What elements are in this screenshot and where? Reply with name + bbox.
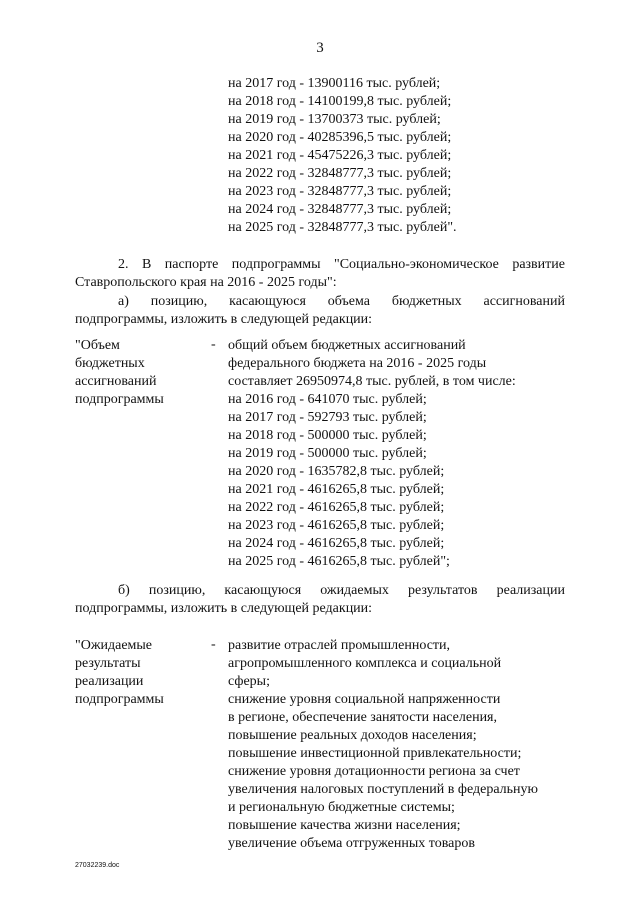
separator-dash: - xyxy=(211,637,216,652)
list-item: на 2023 год - 32848777,3 тыс. рублей; xyxy=(228,184,452,199)
value-line: на 2021 год - 4616265,8 тыс. рублей; xyxy=(228,482,445,497)
value-line: повышение инвестиционной привлекательности; xyxy=(228,746,522,761)
value-line: увеличение объема отгруженных товаров xyxy=(228,836,475,851)
value-line: на 2018 год - 500000 тыс. рублей; xyxy=(228,428,427,443)
list-item: на 2021 год - 45475226,3 тыс. рублей; xyxy=(228,148,452,163)
value-line: развитие отраслей промышленности, xyxy=(228,638,451,653)
list-item: на 2017 год - 13900116 тыс. рублей; xyxy=(228,76,441,91)
value-line: составляет 26950974,8 тыс. рублей, в том числе: xyxy=(228,374,516,389)
label-line: ассигнований xyxy=(75,374,157,389)
value-line: на 2019 год - 500000 тыс. рублей; xyxy=(228,446,427,461)
file-name-footer: 27032239.doc xyxy=(75,862,120,869)
list-item: на 2024 год - 32848777,3 тыс. рублей; xyxy=(228,202,452,217)
label-line: "Ожидаемые xyxy=(75,638,153,653)
page-number: 3 xyxy=(316,40,324,56)
item-a-line-2: подпрограммы, изложить в следующей редакции: xyxy=(75,312,373,327)
value-line: общий объем бюджетных ассигнований xyxy=(228,338,466,353)
value-line: в регионе, обеспечение занятости населения, xyxy=(228,710,498,725)
list-item: на 2022 год - 32848777,3 тыс. рублей; xyxy=(228,166,452,181)
value-line: повышение качества жизни населения; xyxy=(228,818,461,833)
item-b-line-2: подпрограммы, изложить в следующей редакции: xyxy=(75,601,373,616)
value-line: федерального бюджета на 2016 - 2025 годы xyxy=(228,356,487,371)
list-item: на 2020 год - 40285396,5 тыс. рублей; xyxy=(228,130,452,145)
value-line: на 2024 год - 4616265,8 тыс. рублей; xyxy=(228,536,445,551)
list-item: на 2019 год - 13700373 тыс. рублей; xyxy=(228,112,441,127)
value-line: и региональную бюджетные системы; xyxy=(228,800,455,815)
value-line: повышение реальных доходов населения; xyxy=(228,728,477,743)
label-line: результаты xyxy=(75,656,141,671)
item-a-line-1: а) позицию, касающуюся объема бюджетных ассигнований xyxy=(118,294,565,309)
separator-dash: - xyxy=(211,337,216,352)
value-line: на 2022 год - 4616265,8 тыс. рублей; xyxy=(228,500,445,515)
label-line: бюджетных xyxy=(75,356,145,371)
paragraph-2-line-2: Ставропольского края на 2016 - 2025 годы": xyxy=(75,275,337,290)
item-b-line-1: б) позицию, касающуюся ожидаемых результатов реализации xyxy=(118,583,565,598)
list-item: на 2018 год - 14100199,8 тыс. рублей; xyxy=(228,94,452,109)
value-line: сферы; xyxy=(228,674,270,689)
value-line: на 2023 год - 4616265,8 тыс. рублей; xyxy=(228,518,445,533)
value-line: снижение уровня социальной напряженности xyxy=(228,692,501,707)
value-line: на 2025 год - 4616265,8 тыс. рублей"; xyxy=(228,554,450,569)
value-line: агропромышленного комплекса и социальной xyxy=(228,656,502,671)
paragraph-2-line-1: 2. В паспорте подпрограммы "Социально-экономическое развитие xyxy=(118,257,565,272)
value-line: увеличения налоговых поступлений в федеральную xyxy=(228,782,538,797)
value-line: на 2017 год - 592793 тыс. рублей; xyxy=(228,410,427,425)
value-line: на 2016 год - 641070 тыс. рублей; xyxy=(228,392,427,407)
label-line: "Объем xyxy=(75,338,120,353)
label-line: подпрограммы xyxy=(75,692,164,707)
value-line: на 2020 год - 1635782,8 тыс. рублей; xyxy=(228,464,445,479)
value-line: снижение уровня дотационности региона за счет xyxy=(228,764,520,779)
label-line: реализации xyxy=(75,674,144,689)
list-item: на 2025 год - 32848777,3 тыс. рублей". xyxy=(228,220,457,235)
label-line: подпрограммы xyxy=(75,392,164,407)
